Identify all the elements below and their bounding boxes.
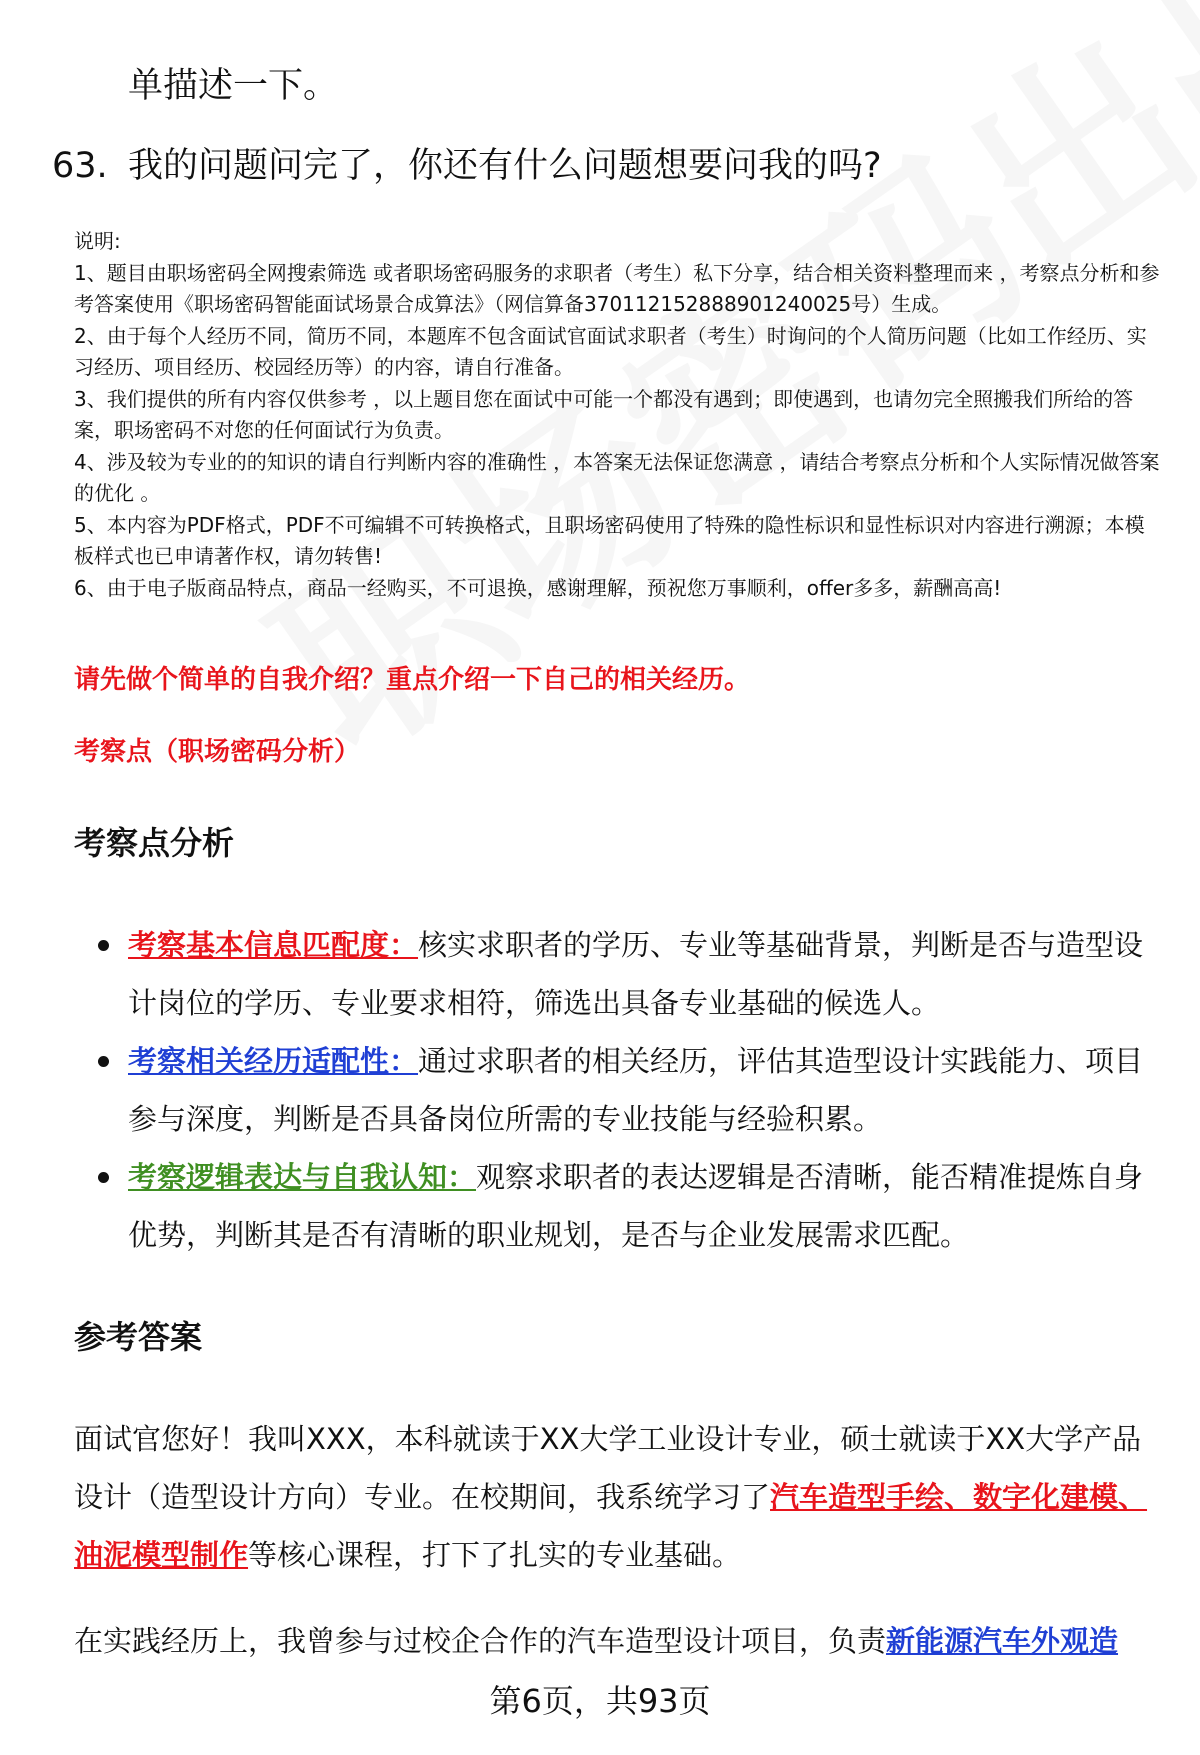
analysis-text: 观察求职者的表达逻辑是否清晰，能否精准提炼自身优势，判断其是否有清晰的职业规划，是否与企业发展需求匹配。	[128, 1160, 1144, 1252]
answer-heading: 参考答案	[74, 1318, 203, 1356]
notes-title: 说明:	[74, 229, 121, 253]
analysis-key: 考察逻辑表达与自我认知：	[128, 1160, 477, 1194]
answer-text: 面试官您好！我叫XXX，本科就读于XX大学工业设计专业，硕士就读于XX大学产品设计（造型设计方向）专业。在校期间，我系统学习了	[74, 1422, 1142, 1514]
notes-block	[74, 226, 1160, 604]
bullet-icon	[98, 940, 109, 951]
analysis-item	[74, 1032, 1154, 1148]
interview-question: 请先做个简单的自我介绍？重点介绍一下自己的相关经历。	[74, 665, 751, 695]
note-item: 6、由于电子版商品特点，商品一经购买，不可退换，感谢理解，预祝您万事顺利，offer多多，薪酬高高!	[74, 575, 1002, 600]
analysis-item	[74, 916, 1154, 1032]
answer-paragraph	[74, 1612, 1154, 1670]
analysis-list	[74, 916, 1154, 1264]
note-item: 4、涉及较为专业的的知识的请自行判断内容的准确性 ，本答案无法保证您满意 ，请结合考察点分析和个人实际情况做答案的优化 。	[74, 449, 1160, 505]
analysis-text: 通过求职者的相关经历，评估其造型设计实践能力、项目参与深度，判断是否具备岗位所需的专业技能与经验积累。	[128, 1044, 1144, 1136]
question-63	[52, 138, 882, 194]
answer-paragraph	[74, 1410, 1154, 1584]
analysis-key: 考察基本信息匹配度：	[128, 928, 419, 962]
answer-text: 等核心课程，打下了扎实的专业基础。	[248, 1538, 742, 1572]
note-item: 1、题目由职场密码全网搜索筛选 或者职场密码服务的求职者（考生）私下分享，结合相关资料整理而来 ，考察点分析和参考答案使用《职场密码智能面试场景合成算法》（网信算备370112152888901240025号）生成。	[74, 260, 1160, 316]
question-text: 我的问题问完了，你还有什么问题想要问我的吗?	[128, 146, 882, 186]
analysis-item	[74, 1148, 1154, 1264]
question-number: 63.	[52, 146, 108, 186]
answer-text: 在实践经历上，我曾参与过校企合作的汽车造型设计项目，负责	[74, 1624, 887, 1658]
page-footer: 第6页，共93页	[489, 1682, 711, 1720]
analysis-text: 核实求职者的学历、专业等基础背景，判断是否与造型设计岗位的学历、专业要求相符，筛选出具备专业基础的候选人。	[128, 928, 1144, 1020]
continuation-text: 单描述一下。	[128, 66, 339, 106]
note-item: 5、本内容为PDF格式，PDF不可编辑不可转换格式，且职场密码使用了特殊的隐性标识和显性标识对内容进行溯源；本模板样式也已申请著作权，请勿转售!	[74, 512, 1145, 568]
note-item: 2、由于每个人经历不同，简历不同，本题库不包含面试官面试求职者（考生）时询问的个人简历问题（比如工作经历、实习经历、项目经历、校园经历等）的内容，请自行准备。	[74, 323, 1147, 379]
answer-highlight: 新能源汽车外观造	[886, 1624, 1119, 1658]
bullet-icon	[98, 1172, 109, 1183]
note-item: 3、我们提供的所有内容仅供参考 ，以上题目您在面试中可能一个都没有遇到；即使遇到，也请勿完全照搬我们所给的答案，职场密码不对您的任何面试行为负责。	[74, 386, 1134, 442]
analysis-subheading: 考察点（职场密码分析）	[74, 737, 361, 767]
answer-highlight: 汽车造型手绘、数字化建模、油泥模型制作	[74, 1480, 1148, 1572]
analysis-key: 考察相关经历适配性：	[128, 1044, 419, 1078]
bullet-icon	[98, 1056, 109, 1067]
analysis-heading: 考察点分析	[74, 824, 235, 862]
